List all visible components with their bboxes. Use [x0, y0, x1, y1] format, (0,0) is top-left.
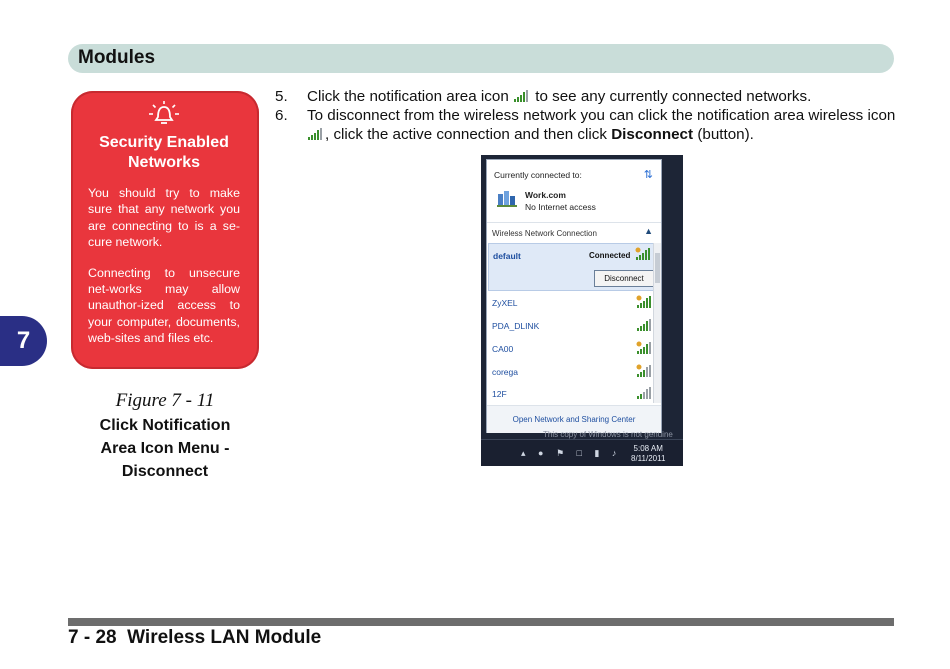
connected-network-status: No Internet access [525, 202, 596, 212]
figure-label: Figure 7 - 11 [115, 390, 215, 411]
network-name: PDA_DLINK [492, 321, 540, 331]
refresh-icon[interactable]: ⇅ [643, 169, 653, 181]
divider [487, 222, 661, 223]
footer-title: Wireless LAN Module [127, 627, 322, 648]
step-text: (button). [697, 126, 754, 143]
wifi-signal-icon [636, 364, 652, 378]
network-list-item[interactable] [492, 364, 652, 382]
taskbar-clock[interactable] [631, 444, 665, 464]
caption-line: Area Icon Menu - [100, 440, 230, 457]
network-name: ZyXEL [492, 298, 518, 308]
active-network-name: default [493, 251, 521, 261]
clock-time: 5:08 AM [633, 444, 663, 453]
section-title: Modules [78, 47, 156, 68]
step-text: to see any currently connected networks. [535, 88, 812, 105]
page-number: 7 - 28 [68, 627, 117, 648]
wifi-signal-icon [307, 127, 325, 141]
caption-line: Click Notification [99, 417, 231, 434]
note-title: Security Enabled Networks [99, 134, 229, 171]
wifi-signal-icon [513, 89, 531, 103]
network-list-scrollbar[interactable] [653, 243, 661, 403]
wifi-signal-icon [636, 295, 652, 309]
security-note-box [71, 91, 259, 369]
collapse-caret-icon[interactable]: ▲ [644, 226, 653, 236]
instruction-steps [275, 87, 905, 144]
figure-caption [71, 389, 259, 483]
flyout-footer [487, 405, 661, 433]
step-number: 6. [275, 107, 288, 124]
step-bold-text: Disconnect [611, 126, 694, 143]
step-item [275, 106, 905, 144]
network-sharing-center-link[interactable]: Open Network and Sharing Center [512, 415, 636, 424]
connected-network-name: Work.com [525, 190, 566, 200]
clock-date: 8/11/2011 [631, 454, 666, 463]
note-paragraph-1: You should try to make sure that any network you are connecting to is a se-cure network. [88, 186, 240, 250]
active-network-row[interactable] [488, 243, 654, 291]
step-text: To disconnect from the wireless network you can click the notification area wireless icon [307, 107, 896, 124]
step-text: Click the notification area icon [307, 88, 509, 105]
step-number: 5. [275, 88, 288, 105]
network-flyout [486, 159, 662, 433]
figure-caption-text [71, 414, 259, 483]
caption-line: Disconnect [121, 463, 209, 480]
taskbar [481, 439, 683, 466]
chapter-tab: 7 [0, 316, 47, 366]
network-menu-screenshot [481, 155, 683, 466]
disconnect-button[interactable]: Disconnect [594, 270, 654, 287]
wifi-signal-icon [636, 341, 652, 355]
active-network-status: Connected [589, 251, 631, 260]
wifi-signal-icon [635, 247, 651, 261]
header-bar [68, 44, 894, 73]
note-paragraph-2: Connecting to unsecure net-works may allow unauthor-ized access to your computer, documents, web-sites and files etc. [88, 265, 240, 346]
windows-watermark: This copy of Windows is not genuine [543, 430, 673, 439]
page-footer [68, 627, 321, 649]
network-name: 12F [492, 389, 507, 399]
wifi-signal-icon [636, 386, 652, 400]
system-tray-icons[interactable]: ▴ ● ⚑ □ ▮ ♪ [521, 448, 622, 458]
footer-bar [68, 618, 894, 626]
network-icon [496, 188, 518, 208]
step-text: , click the active connection and then click [325, 126, 607, 143]
wifi-signal-icon [636, 318, 652, 332]
step-item [275, 87, 905, 106]
wireless-section-label: Wireless Network Connection [492, 229, 597, 238]
scrollbar-thumb[interactable] [655, 253, 660, 283]
network-name: CA00 [492, 344, 514, 354]
network-list-item[interactable] [492, 341, 652, 359]
network-list-item[interactable] [492, 318, 652, 336]
currently-connected-label: Currently connected to: [494, 170, 582, 180]
lightbulb-icon [147, 101, 181, 127]
network-list-item[interactable] [492, 295, 652, 313]
network-list-item[interactable] [492, 386, 652, 404]
network-name: corega [492, 367, 518, 377]
